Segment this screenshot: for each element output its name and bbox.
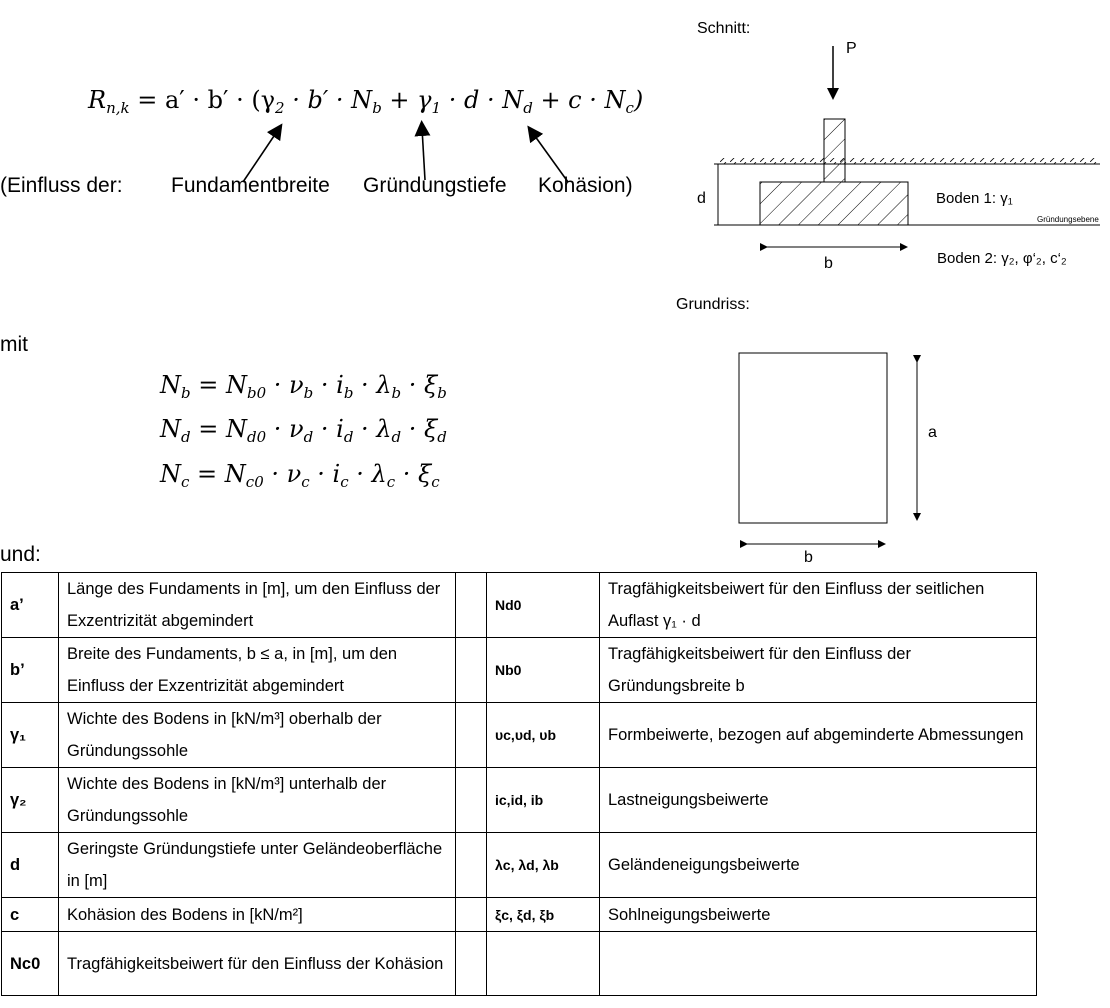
symbol-cell: Nd0 [487,573,600,638]
symbol-cell: a’ [2,573,59,638]
table-row [2,833,1037,898]
symbol-cell: υc,υd, υb [487,703,600,768]
description-cell: Breite des Fundaments, b ≤ a, in [m], um den Einfluss der Exzentrizität abgemindert [59,638,456,703]
table-row [2,703,1037,768]
load-label: P [846,40,857,57]
influence-breite: Fundamentbreite [171,174,330,197]
description-cell: Tragfähigkeitsbeiwert für den Einfluss der Gründungsbreite b [600,638,1037,703]
description-cell: Wichte des Bodens in [kN/m³] unterhalb der Gründungssohle [59,768,456,833]
symbol-cell [487,932,600,996]
table-row [2,768,1037,833]
description-cell: Geringste Gründungstiefe unter Geländeoberfläche in [m] [59,833,456,898]
description-cell: Kohäsion des Bodens in [kN/m²] [59,898,456,932]
description-cell: Wichte des Bodens in [kN/m³] oberhalb der Gründungssohle [59,703,456,768]
formula-lhs: R [88,86,107,114]
influence-prefix: (Einfluss der: [0,174,123,197]
und-label: und: [0,543,41,566]
section-drawing [690,36,1110,276]
symbol-cell: γ₁ [2,703,59,768]
description-cell: Formbeiwerte, bezogen auf abgeminderte Abmessungen [600,703,1037,768]
formula-gamma1-sub: 1 [431,99,442,117]
symbol-cell: b’ [2,638,59,703]
mit-label: mit [0,333,28,356]
boden1-label: Boden 1: γ₁ [936,190,1013,207]
formula-part6: ) [633,86,644,114]
formula-gamma2-sub: 2 [275,99,285,117]
description-cell: Länge des Fundaments in [m], um den Einfluss der Exzentrizität abgemindert [59,573,456,638]
section-title: Schnitt: [697,20,751,37]
ebene-label: Gründungsebene [1037,215,1099,224]
plan-drawing [730,345,950,560]
formula-part1: = a′ · b′ · (γ [137,86,276,114]
legend-table [1,572,1037,996]
formula-part3: + γ [381,86,432,114]
description-cell: Geländeneigungsbeiwerte [600,833,1037,898]
formula-nb-sub: b [372,99,382,117]
symbol-cell: γ₂ [2,768,59,833]
main-formula [88,86,643,117]
influence-kohaesion: Kohäsion) [538,174,633,197]
boden2-label: Boden 2: γ₂, φ‘₂, c‘₂ [937,250,1067,267]
table-row [2,898,1037,932]
formula-part5: + c · N [532,86,626,114]
symbol-cell: c [2,898,59,932]
description-cell: Tragfähigkeitsbeiwert für den Einfluss der seitlichen Auflast γ₁ · d [600,573,1037,638]
symbol-cell: ξc, ξd, ξb [487,898,600,932]
formula-lhs-sub: n,k [106,99,130,117]
description-cell: Tragfähigkeitsbeiwert für den Einfluss der Kohäsion [59,932,456,996]
plan-rectangle [739,353,887,523]
equation-nd: $N_d = N_{d0} \cdot \nu_d \cdot i_d \cdot \lambda_d \cdot \xi_d$ [160,415,447,446]
symbol-cell: Nc0 [2,932,59,996]
equation-nc: $N_c = N_{c0} \cdot \nu_c \cdot i_c \cdot \lambda_c \cdot \xi_c$ [160,460,440,491]
depth-label: d [697,190,706,207]
symbol-cell: d [2,833,59,898]
description-cell [600,932,1037,996]
formula-nd-sub: d [523,99,533,117]
arrow-tiefe [422,128,425,180]
plan-b-label: b [804,549,813,566]
symbol-cell: λc, λd, λb [487,833,600,898]
formula-nc-sub: c [625,99,634,117]
table-row [2,573,1037,638]
plan-a-label: a [928,424,937,441]
symbol-cell: ic,id, ib [487,768,600,833]
table-row [2,932,1037,996]
column [824,119,845,182]
plan-title: Grundriss: [676,296,750,313]
description-cell: Sohlneigungsbeiwerte [600,898,1037,932]
symbol-cell: Nb0 [487,638,600,703]
equation-nb: $N_b = N_{b0} \cdot \nu_b \cdot i_b \cdot \lambda_b \cdot \xi_b$ [160,371,447,402]
ground-surface [720,158,1100,164]
formula-part4: · d · N [441,86,524,114]
influence-tiefe: Gründungstiefe [363,174,507,197]
table-row [2,638,1037,703]
width-label: b [824,255,833,272]
description-cell: Lastneigungsbeiwerte [600,768,1037,833]
formula-part2: · b′ · N [284,86,373,114]
foundation-body [760,182,908,225]
